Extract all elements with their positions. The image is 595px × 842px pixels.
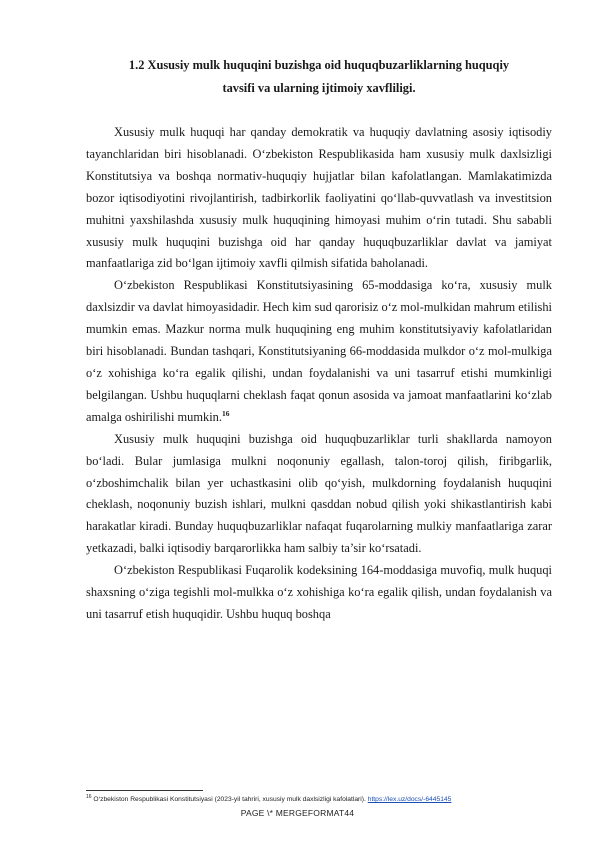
body-text: [86, 122, 552, 626]
footnote-reference[interactable]: 16: [221, 408, 230, 418]
paragraph-2-text: O‘zbekiston Respublikasi Konstitutsiyasining 65-moddasiga ko‘ra, xususiy mulk daxlsizdir va davlat himoyasidadir. Hech kim sud qarorisiz o‘z mol-mulkidan mahrum etilishi mumkin emas. Mazkur norma mulk huquqining eng muhim konstitutsiyaviy kafolatlaridan biri hisoblanadi. Bundan tashqari, Konstitutsiyaning 66-moddasida mulkdor o‘z mol-mulkiga o‘z xohishiga ko‘ra egalik qilishi, undan foydalanishi va uni tasarruf etishi mumkinligi belgilangan. Ushbu huquqlarni cheklash faqat qonun asosida va jamoat manfaatlarini ko‘zlab amalga oshirilishi mumkin.: [86, 278, 552, 424]
paragraph-4: O‘zbekiston Respublikasi Fuqarolik kodeksining 164-moddasiga muvofiq, mulk huquqi shaxsning o‘ziga tegishli mol-mulkka o‘z xohishiga ko‘ra egalik qilish, undan foydalanish va uni tasarruf etish huquqidir. Ushbu huquq boshqa: [86, 563, 552, 621]
section-heading-line-2: tavsifi va ularning ijtimoiy xavfliligi.: [222, 81, 416, 95]
paragraph-3: Xususiy mulk huquqini buzishga oid huquqbuzarliklar turli shakllarda namoyon bo‘ladi. Bular jumlasiga mulkni noqonuniy egallash, talon-toroj qilish, firibgarlik, o‘zboshimchalik bilan yer uchastkasini olib qo‘yish, mulkdorning foydalanish huquqini cheklash, noqonuniy buzish ishlari, mulkni qasddan nobud qilish yoki shikastlantirish kabi harakatlar kiradi. Bunday huquqbuzarliklar nafaqat fuqarolarning mulkiy manfaatlariga zarar yetkazadi, balki iqtisodiy barqarorlikka ham salbiy ta’sir ko‘rsatadi.: [86, 431, 552, 556]
paragraph-2: [86, 275, 552, 428]
footnote: [86, 795, 566, 804]
page-number-field: PAGE \* MERGEFORMAT44: [240, 808, 355, 818]
paragraph-1: Xususiy mulk huquqi har qanday demokratik va huquqiy davlatning asosiy iqtisodiy tayanchlaridan biri hisoblanadi. O‘zbekiston Respublikasida ham xususiy mulk daxlsizligi Konstitutsiya va boshqa normativ-huquqiy hujjatlar bilan kafolatlangan. Mamlakatimizda bozor iqtisodiyotini rivojlantirish, tadbirkorlik faoliyatini qo‘llab-quvvatlash va investitsion muhitni yaxshilashda xususiy mulk huquqining himoyasi muhim o‘rin tutadi. Shu sababli xususiy mulk huquqini buzishga oid har qanday huquqbuzarliklar davlat va jamiyat manfaatlariga zid bo‘lgan ijtimoiy xavfli qilmish sifatida baholanadi.: [86, 125, 552, 271]
footnote-link[interactable]: https://lex.uz/docs/-6445145: [367, 796, 452, 803]
footnote-separator: [86, 790, 203, 791]
footnote-text: O‘zbekiston Respublikasi Konstitutsiyasi (2023-yil tahriri, xususiy mulk daxlsizligi kafolatlari).: [91, 796, 368, 803]
footnote-number: 16: [86, 793, 92, 800]
section-heading-line-1: 1.2 Xususiy mulk huquqini buzishga oid huquqbuzarliklarning huquqiy: [128, 58, 510, 72]
